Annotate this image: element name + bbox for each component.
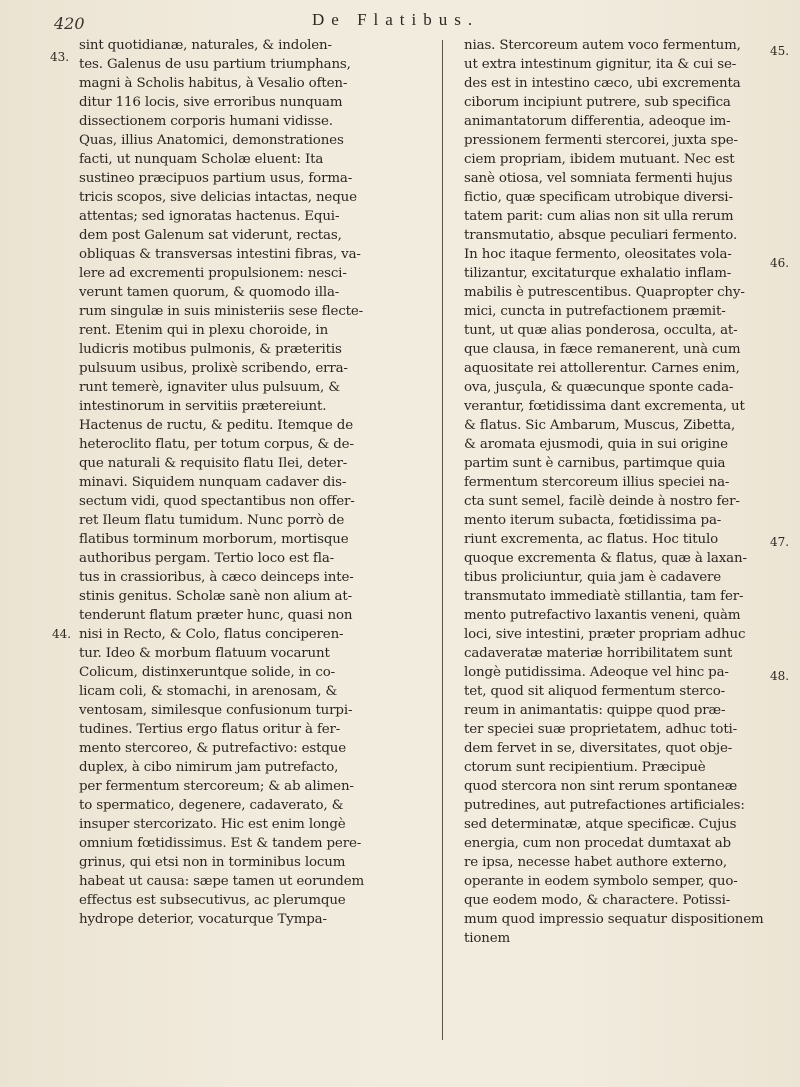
text-line: putredines, aut putrefactiones artificiales: — [464, 798, 745, 813]
text-line: hydrope deterior, vocaturque Tympa- — [79, 912, 327, 927]
running-title: De Flatibus. — [312, 10, 480, 29]
text-line: mabilis è putrescentibus. Quapropter chy- — [464, 285, 745, 300]
text-line: & aromata ejusmodi, quia in sui origine — [464, 437, 728, 452]
text-line: pulsuum usibus, prolixè scribendo, erra- — [79, 361, 348, 376]
text-line: tionem — [464, 931, 511, 946]
text-line: Colicum, distinxeruntque solide, in co- — [79, 665, 336, 680]
text-line: reum in animantatis: quippe quod præ- — [464, 703, 726, 718]
text-line: grinus, qui etsi non in torminibus locum — [79, 855, 346, 870]
text-line: nisi in Recto, & Colo, flatus conciperen- — [79, 627, 344, 642]
text-line: tus in crassioribus, à cæco deinceps inte- — [79, 570, 354, 585]
text-line: ludicris motibus pulmonis, & præteritis — [79, 342, 342, 357]
margin-number-47: 47. — [770, 535, 790, 549]
margin-number-48: 48. — [770, 669, 790, 683]
text-line: animantatorum differentia, adeoque im- — [464, 114, 731, 129]
text-line: insuper stercorizato. Hic est enim longè — [79, 817, 346, 832]
text-line: ditur 116 locis, sive erroribus nunquam — [79, 95, 343, 110]
text-line: tet, quod sit aliquod fermentum sterco- — [464, 684, 726, 699]
text-line: & flatus. Sic Ambarum, Muscus, Zibetta, — [464, 418, 736, 433]
text-line: tudines. Tertius ergo flatus oritur à fer- — [79, 722, 341, 737]
text-line: ventosam, similesque confusionum turpi- — [79, 703, 353, 718]
text-line: verantur, fœtidissima dant excrementa, ut — [464, 399, 745, 414]
text-line: que eodem modo, & charactere. Potissi- — [464, 893, 731, 908]
text-line: magni à Scholis habitus, à Vesalio often- — [79, 76, 348, 91]
text-line: quoque excrementa & flatus, quæ à laxan- — [464, 551, 747, 566]
left-text-column — [79, 36, 390, 929]
right-text-column — [464, 36, 764, 948]
margin-number-44: 44. — [52, 627, 72, 641]
text-line: transmutatio, absque peculiari fermento. — [464, 228, 738, 243]
text-line: lere ad excrementi propulsionem: nesci- — [79, 266, 347, 281]
text-line: tibus proliciuntur, quia jam è cadavere — [464, 570, 722, 585]
text-line: Quas, illius Anatomici, demonstrationes — [79, 133, 344, 148]
column-divider — [442, 40, 443, 1040]
text-line: obliquas & transversas intestini fibras, va- — [79, 247, 361, 262]
text-line: ciem propriam, ibidem mutuant. Nec est — [464, 152, 735, 167]
text-line: sint quotidianæ, naturales, & indolen- — [79, 38, 332, 53]
margin-number-43: 43. — [50, 50, 70, 64]
text-line: authoribus pergam. Tertio loco est fla- — [79, 551, 335, 566]
text-line: quod stercora non sint rerum spontaneæ — [464, 779, 738, 794]
text-line: effectus est subsecutivus, ac plerumque — [79, 893, 346, 908]
text-line: tatem parit: cum alias non sit ulla rerum — [464, 209, 734, 224]
text-line: dissectionem corporis humani vidisse. — [79, 114, 333, 129]
text-line: transmutato immediatè stillantia, tam fer- — [464, 589, 744, 604]
text-line: sustineo præcipuos partium usus, forma- — [79, 171, 353, 186]
text-line: loci, sive intestini, præter propriam adhuc — [464, 627, 746, 642]
text-line: longè putidissima. Adeoque vel hinc pa- — [464, 665, 729, 680]
text-line: mici, cuncta in putrefactionem præmit- — [464, 304, 726, 319]
text-line: flatibus torminum morborum, mortisque — [79, 532, 349, 547]
text-line: des est in intestino cæco, ubi excrementa — [464, 76, 741, 91]
text-line: sectum vidi, quod spectantibus non offer- — [79, 494, 355, 509]
text-line: ctorum sunt recipientium. Præcipuè — [464, 760, 706, 775]
text-line: stinis genitus. Scholæ sanè non alium at- — [79, 589, 352, 604]
text-line: intestinorum in servitiis prætereiunt. — [79, 399, 327, 414]
text-line: mum quod impressio sequatur dispositionem — [464, 912, 764, 927]
text-line: riunt excrementa, ac flatus. Hoc titulo — [464, 532, 719, 547]
text-line: tes. Galenus de usu partium triumphans, — [79, 57, 351, 72]
text-line: licam coli, & stomachi, in arenosam, & — [79, 684, 338, 699]
text-line: omnium fœtidissimus. Est & tandem pere- — [79, 836, 362, 851]
text-line: sanè otiosa, vel somniata fermenti hujus — [464, 171, 733, 186]
text-line: tenderunt flatum præter hunc, quasi non — [79, 608, 353, 623]
text-line: tilizantur, excitaturque exhalatio inflam- — [464, 266, 732, 281]
margin-number-46: 46. — [770, 256, 790, 270]
text-line: energia, cum non procedat dumtaxat ab — [464, 836, 731, 851]
page-number: 420 — [54, 14, 85, 33]
text-line: rum singulæ in suis ministeriis sese flecte- — [79, 304, 364, 319]
text-line: rent. Etenim qui in plexu choroide, in — [79, 323, 329, 338]
margin-number-45: 45. — [770, 44, 790, 58]
text-line: partim sunt è carnibus, partimque quia — [464, 456, 726, 471]
text-line: aquositate rei attollerentur. Carnes enim, — [464, 361, 740, 376]
text-line: tunt, ut quæ alias ponderosa, occulta, at- — [464, 323, 738, 338]
text-line: dem fervet in se, diversitates, quot obje- — [464, 741, 733, 756]
text-line: que clausa, in fæce remanerent, unà cum — [464, 342, 741, 357]
text-line: pressionem fermenti stercorei, juxta spe- — [464, 133, 738, 148]
text-line: re ipsa, necesse habet authore externo, — [464, 855, 727, 870]
page-header — [0, 6, 800, 32]
text-line: runt temerè, ignaviter ulus pulsuum, & — [79, 380, 341, 395]
text-line: per fermentum stercoreum; & ab alimen- — [79, 779, 354, 794]
text-line: In hoc itaque fermento, oleositates vola- — [464, 247, 732, 262]
text-line: ova, jusçula, & quæcunque sponte cada- — [464, 380, 734, 395]
text-line: heteroclito flatu, per totum corpus, & de- — [79, 437, 354, 452]
text-line: que naturali & requisito flatu Ilei, deter- — [79, 456, 348, 471]
text-line: facti, ut nunquam Scholæ eluent: Ita — [79, 152, 324, 167]
text-line: habeat ut causa: sæpe tamen ut eorundem — [79, 874, 365, 889]
text-line: minavi. Siquidem nunquam cadaver dis- — [79, 475, 347, 490]
text-line: cadaveratæ materiæ horribilitatem sunt — [464, 646, 733, 661]
text-line: Hactenus de ructu, & peditu. Itemque de — [79, 418, 354, 433]
text-line: mento putrefactivo laxantis veneni, quàm — [464, 608, 741, 623]
text-line: nias. Stercoreum autem voco fermentum, — [464, 38, 741, 53]
text-line: fermentum stercoreum illius speciei na- — [464, 475, 730, 490]
text-line: operante in eodem symbolo semper, quo- — [464, 874, 738, 889]
text-line: ut extra intestinum gignitur, ita & cui se- — [464, 57, 737, 72]
text-line: duplex, à cibo nimirum jam putrefacto, — [79, 760, 339, 775]
text-line: mento iterum subacta, fœtidissima pa- — [464, 513, 722, 528]
text-line: verunt tamen quorum, & quomodo illa- — [79, 285, 340, 300]
text-line: ter speciei suæ proprietatem, adhuc toti- — [464, 722, 738, 737]
text-line: attentas; sed ignoratas hactenus. Equi- — [79, 209, 340, 224]
text-line: to spermatico, degenere, cadaverato, & — [79, 798, 344, 813]
text-line: tur. Ideo & morbum flatuum vocarunt — [79, 646, 330, 661]
text-line: ciborum incipiunt putrere, sub specifica — [464, 95, 731, 110]
text-line: sed determinatæ, atque specificæ. Cujus — [464, 817, 737, 832]
text-line: fictio, quæ specificam utrobique diversi- — [464, 190, 733, 205]
text-line: mento stercoreo, & putrefactivo: estque — [79, 741, 347, 756]
text-line: cta sunt semel, facilè deinde à nostro fer- — [464, 494, 740, 509]
text-line: dem post Galenum sat viderunt, rectas, — [79, 228, 342, 243]
text-line: tricis scopos, sive delicias intactas, neque — [79, 190, 357, 205]
text-line: ret Ileum flatu tumidum. Nunc porrò de — [79, 513, 345, 528]
